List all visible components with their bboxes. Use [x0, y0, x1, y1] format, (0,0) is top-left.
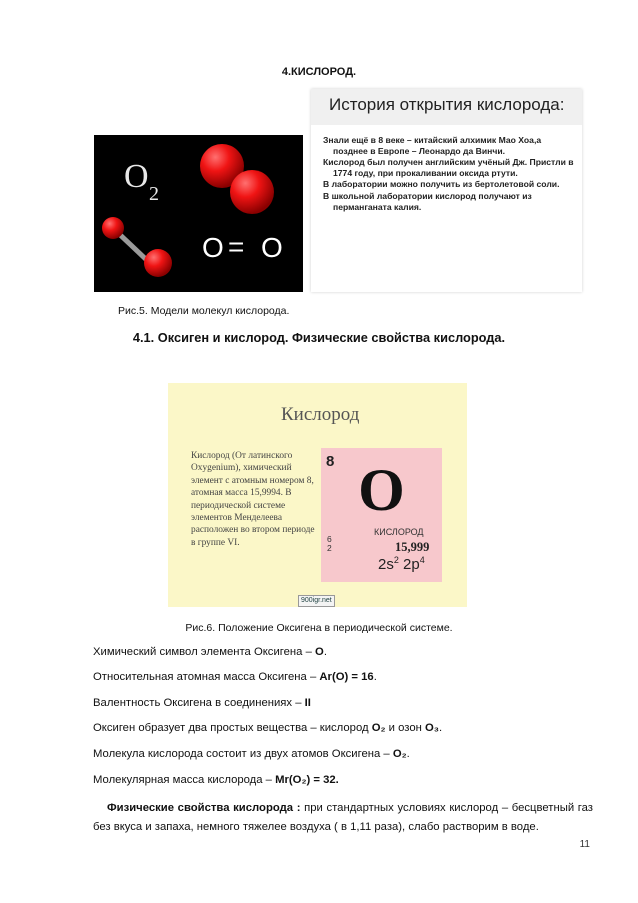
- electron-configuration: [378, 555, 425, 573]
- config-s: 2s: [378, 556, 394, 573]
- physical-properties-text: при стандартных условиях кислород – бесцветный газ без вкуса и запаха, немного тяжелее воздуха ( в 1,11 раза), слабо растворим в воде.: [93, 802, 593, 833]
- config-p-exponent: 4: [419, 555, 425, 565]
- fact-molecular-mass: Молекулярная масса кислорода – Mr(O₂) = 32.: [93, 774, 339, 786]
- history-paragraph: В школьной лаборатории кислород получают из перманганата калия.: [323, 190, 532, 212]
- config-p: 2p: [403, 556, 420, 573]
- atomic-mass: 15,999: [395, 540, 430, 554]
- physical-properties-paragraph: [93, 799, 593, 837]
- ball-stick-atom: [102, 217, 124, 239]
- element-card: [168, 383, 467, 607]
- fact-valence: Валентность Оксигена в соединениях – II: [93, 697, 311, 709]
- element-description: Кислород (От латинского Oxygenium), химический элемент с атомным номером 8, атомная масса 15,9994. В периодической системе элементов Менделеева расположен во втором периоде в группе VI.: [191, 451, 315, 548]
- fact-simple-substances: Оксиген образует два простых вещества – кислород O₂ и озон O₃.: [93, 722, 443, 734]
- history-body: [323, 135, 575, 213]
- history-paragraph: В лаборатории можно получить из бертолетовой соли.: [323, 179, 560, 190]
- fact-atomic-mass: Относительная атомная масса Оксигена – Ar(O) = 16.: [93, 671, 377, 683]
- electron-shells: [327, 535, 337, 553]
- atomic-number: 8: [326, 453, 335, 470]
- periodic-table-tile: [321, 448, 442, 582]
- chapter-title: 4.КИСЛОРОД.: [281, 66, 357, 78]
- o2-formula-letter: O: [124, 158, 149, 195]
- section-title: 4.1. Оксиген и кислород. Физические свойства кислорода.: [132, 330, 506, 345]
- element-card-title: Кислород: [281, 404, 360, 425]
- config-s-exponent: 2: [393, 555, 399, 565]
- structural-formula-left: O: [202, 232, 224, 263]
- figure6-caption: Рис.6. Положение Оксигена в периодической системе.: [185, 622, 453, 634]
- element-symbol: O: [358, 457, 405, 523]
- o2-formula-subscript: 2: [149, 183, 159, 205]
- fact-symbol: Химический символ элемента Оксигена – O.: [93, 646, 327, 658]
- space-filling-atom: [230, 170, 274, 214]
- history-paragraph: Знали ещё в 8 веке – китайский алхимик Мао Хоа,а позднее в Европе – Леонардо да Винчи.: [323, 135, 542, 156]
- fact-molecule: Молекула кислорода состоит из двух атомов Оксигена – O₂.: [93, 748, 410, 760]
- history-title: История открытия кислорода:: [329, 95, 565, 114]
- molecule-models-illustration: [94, 135, 303, 292]
- structural-formula-bond: =: [228, 231, 245, 262]
- shell-outer: 6: [327, 534, 332, 544]
- shell-inner: 2: [327, 543, 332, 553]
- figure5-caption: Рис.5. Модели молекул кислорода.: [118, 305, 290, 317]
- oxygen-molecule-image: [94, 135, 303, 292]
- physical-properties-label: Физические свойства кислорода :: [107, 802, 301, 814]
- history-paragraph: Кислород был получен английским учёный Дж. Пристли в 1774 году, при прокаливании оксида ртути.: [323, 157, 574, 178]
- page-number: 11: [579, 839, 590, 850]
- element-name: КИСЛОРОД: [374, 527, 424, 537]
- watermark-link[interactable]: 900igr.net: [298, 595, 335, 607]
- structural-formula-right: O: [261, 232, 283, 263]
- ball-stick-atom: [144, 249, 172, 277]
- history-slide: [311, 89, 582, 292]
